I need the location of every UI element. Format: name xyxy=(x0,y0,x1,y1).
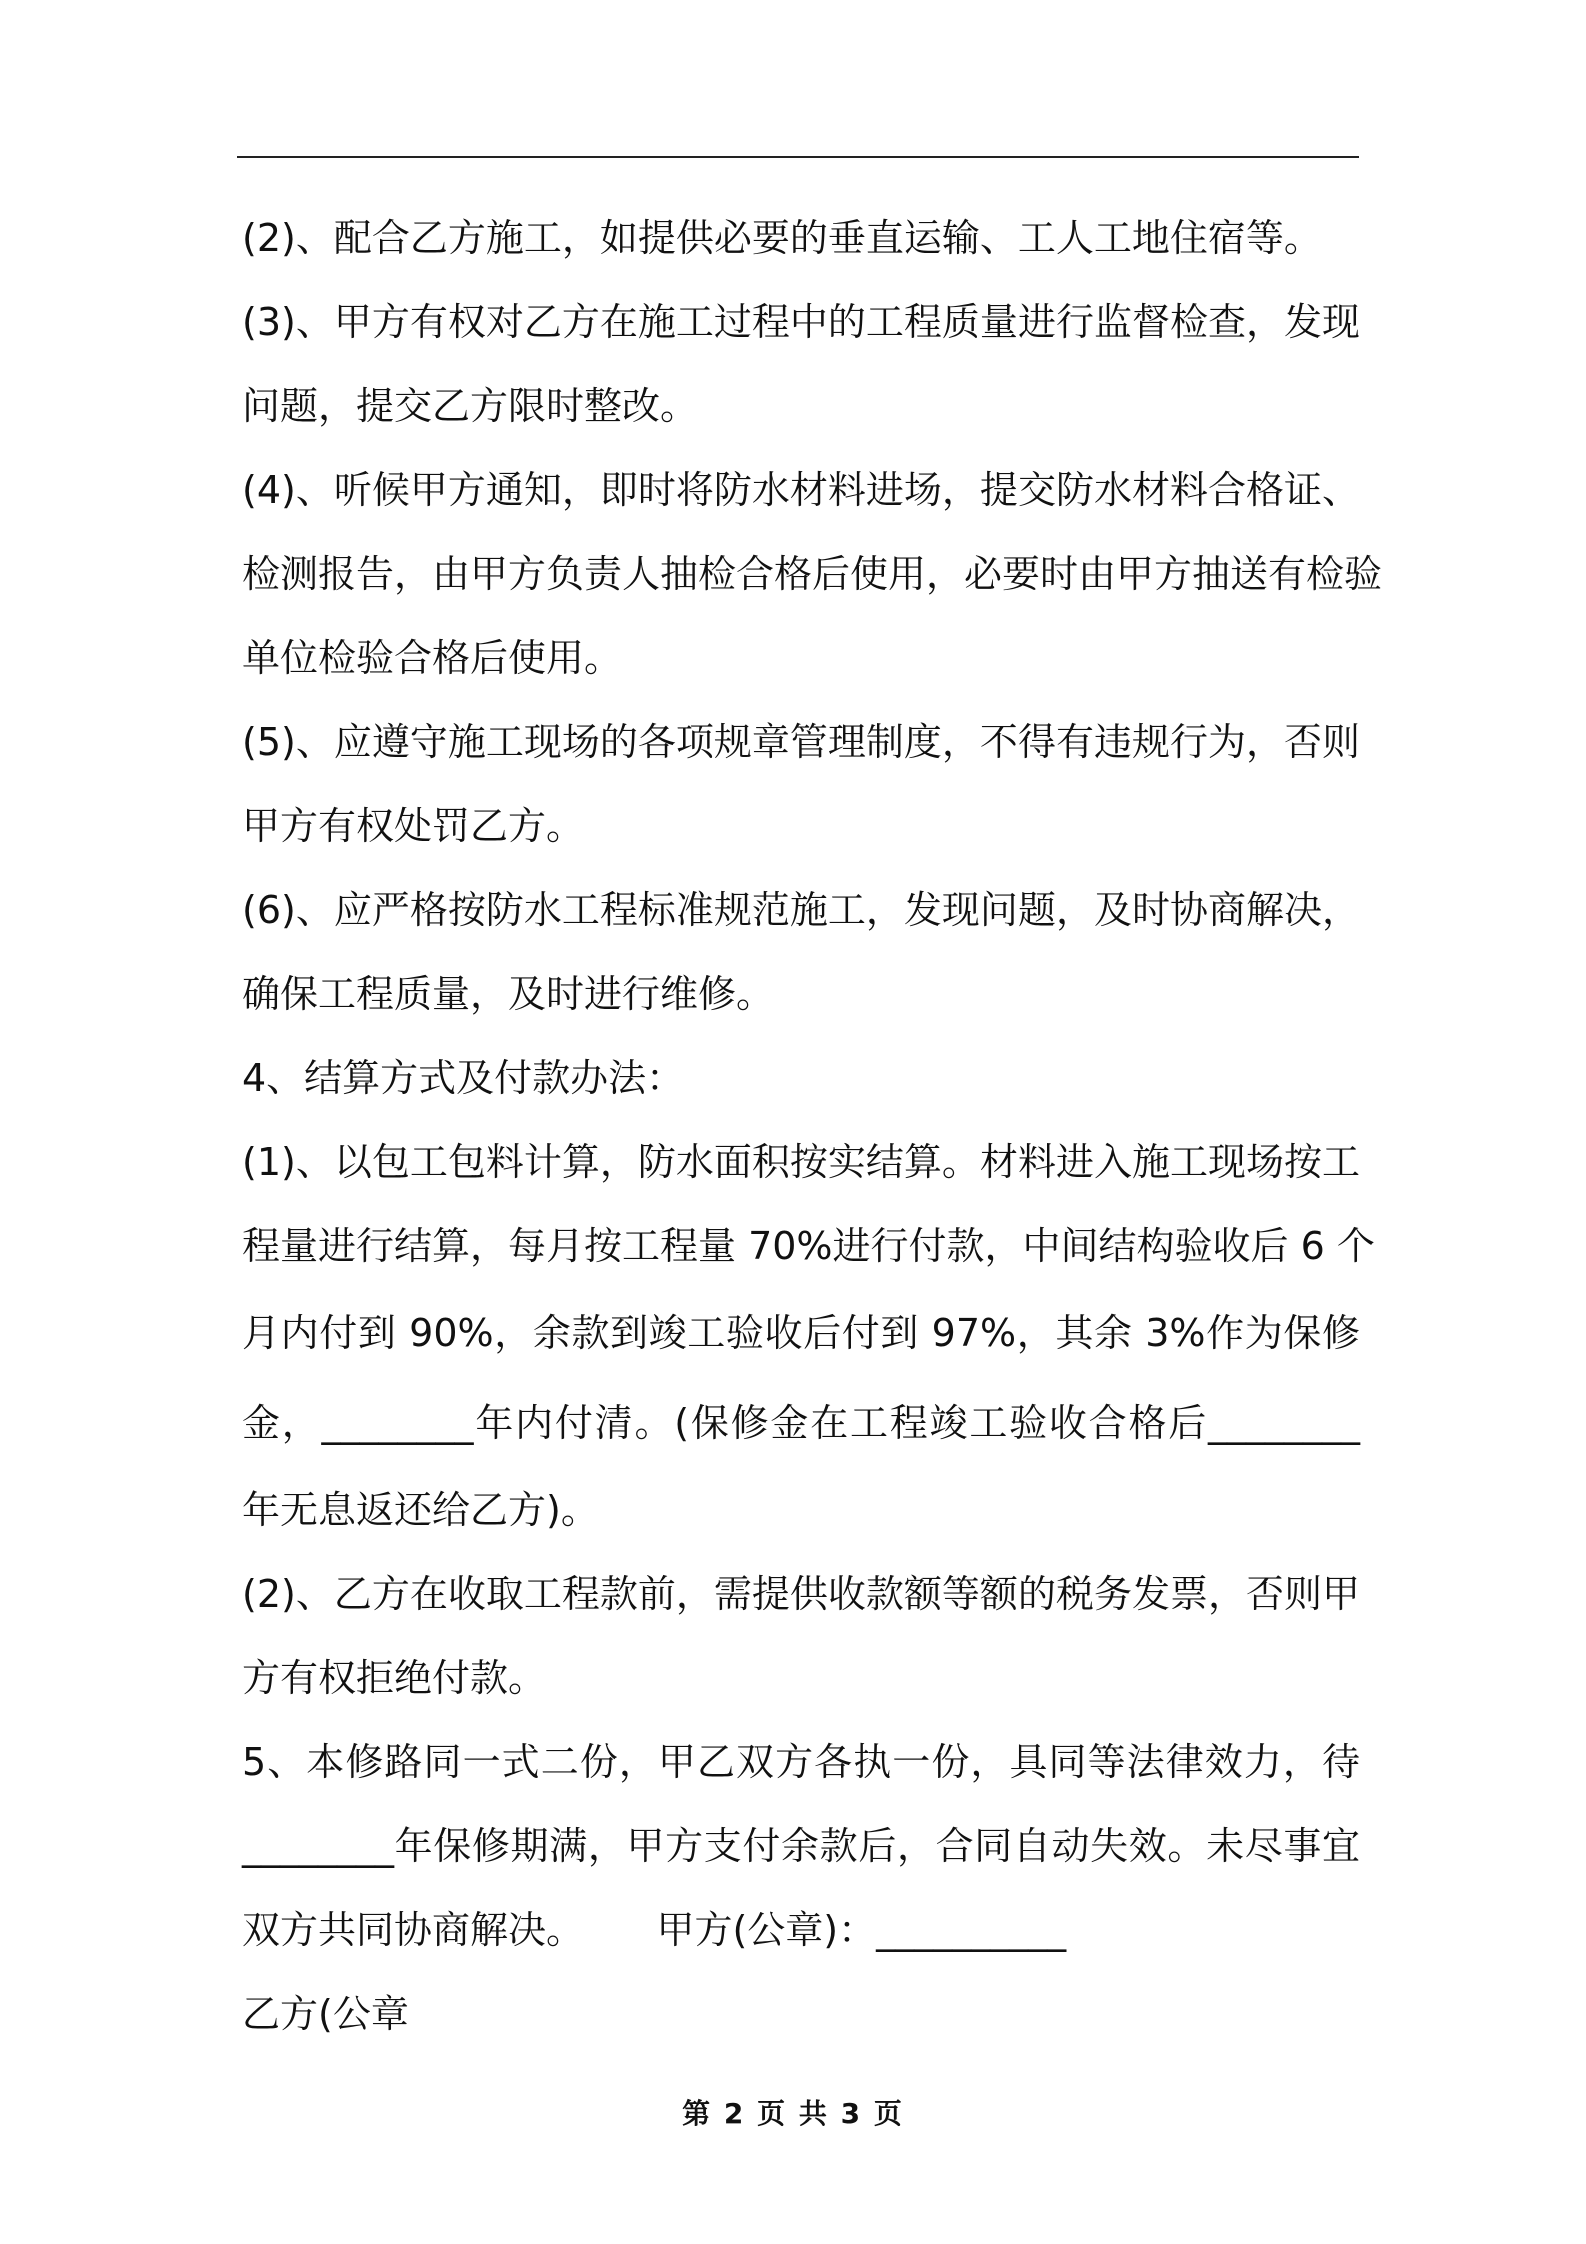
text-line: 确保工程质量，及时进行维修。 xyxy=(242,972,775,1016)
text-line: 单位检验合格后使用。 xyxy=(242,636,623,680)
text-line: 金，________年内付清。(保修金在工程竣工验收合格后________ xyxy=(242,1401,1360,1445)
text-line: 检测报告，由甲方负责人抽检合格后使用，必要时由甲方抽送有检验 xyxy=(242,552,1383,596)
text-line: (6)、应严格按防水工程标准规范施工，发现问题，及时协商解决， xyxy=(242,888,1360,932)
text-line: ________年保修期满，甲方支付余款后，合同自动失效。未尽事宜 xyxy=(242,1824,1360,1868)
text-line: 问题，提交乙方限时整改。 xyxy=(242,384,699,428)
text-line: (5)、应遵守施工现场的各项规章管理制度，不得有违规行为，否则 xyxy=(242,720,1360,764)
header-divider xyxy=(237,156,1359,158)
text-line: 方有权拒绝付款。 xyxy=(242,1656,547,1700)
signature-line-party-b: 乙方(公章 xyxy=(242,1992,409,2036)
section-heading: 5、本修路同一式二份，甲乙双方各执一份，具同等法律效力，待 xyxy=(242,1740,1360,1784)
section-heading: 4、结算方式及付款办法： xyxy=(242,1056,685,1100)
text-line: (3)、甲方有权对乙方在施工过程中的工程质量进行监督检查，发现 xyxy=(242,300,1360,344)
text-line: (4)、听候甲方通知，即时将防水材料进场，提交防水材料合格证、 xyxy=(242,468,1360,512)
text-line: 甲方有权处罚乙方。 xyxy=(242,804,585,848)
text-line: (1)、以包工包料计算，防水面积按实结算。材料进入施工现场按工 xyxy=(242,1140,1360,1184)
text-line: (2)、乙方在收取工程款前，需提供收款额等额的税务发票，否则甲 xyxy=(242,1572,1360,1616)
signature-line-party-a: 双方共同协商解决。 甲方(公章)：__________ xyxy=(242,1908,1067,1952)
text-line: 年无息返还给乙方)。 xyxy=(242,1488,599,1532)
page-number: 第 2 页 共 3 页 xyxy=(682,2097,904,2130)
text-line: 月内付到 90%，余款到竣工验收后付到 97%，其余 3%作为保修 xyxy=(242,1311,1360,1355)
text-line: 程量进行结算，每月按工程量 70%进行付款，中间结构验收后 6 个 xyxy=(242,1224,1375,1268)
document-body xyxy=(242,196,1383,2056)
text-line: (2)、配合乙方施工，如提供必要的垂直运输、工人工地住宿等。 xyxy=(242,216,1322,260)
